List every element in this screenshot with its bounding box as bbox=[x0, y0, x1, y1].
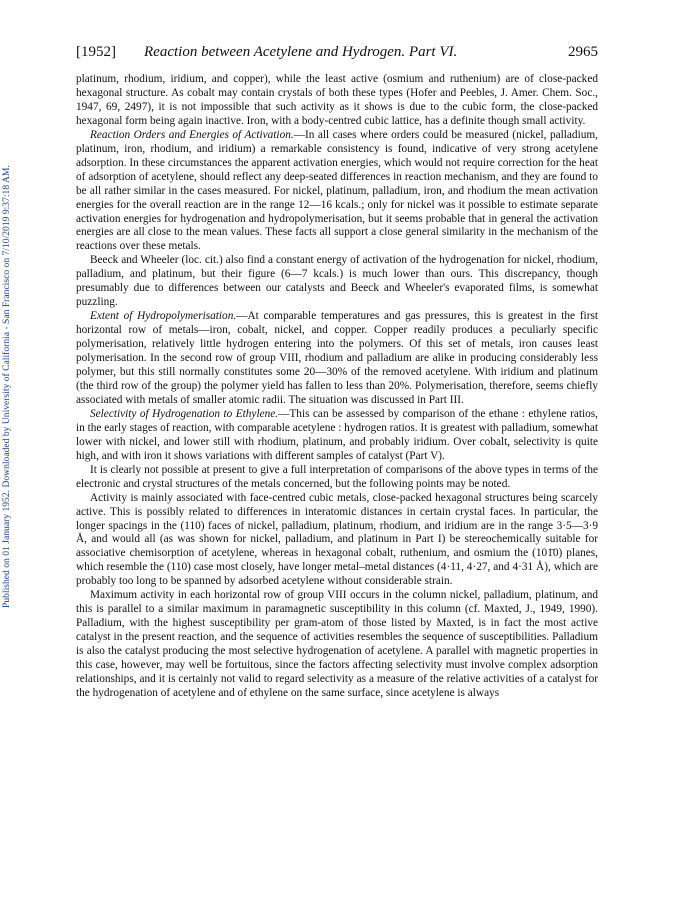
header-year: [1952] bbox=[76, 44, 116, 60]
paragraph-4-text: —At comparable temperatures and gas pressures, this is greatest in the first horizontal row of metals—iron, cobalt, nickel, and copper. Copper readily produces a peculiarly specific polymerisation, relatively little hydrogen entering into the polymers. Of this set of metals, iron causes least polymerisation. In the second row of group VIII, rhodium and palladium are alike in producing considerably less polymer, but this still normally constitutes some 20—30% of the removed acetylene. With iridium and platinum (the third row of the group) the polymer yield has fallen to less than 20%. Polymerisation, therefore, seems chiefly associated with metals of smaller atomic radii. The situation was discussed in Part III. bbox=[76, 310, 598, 406]
download-watermark bbox=[1, 88, 15, 608]
paragraph-5-text: —This can be assessed by comparison of the ethane : ethylene ratios, in the early stages of reaction, with comparable acetylene : hydrogen ratios. It is greatest with palladium, somewhat lower with nickel, and lower still with rhodium, platinum, and probably iridium. Over cobalt, selectivity is quite high, and with iron it shows variations with different samples of catalyst (Part V). bbox=[76, 407, 598, 462]
header-title: Reaction between Acetylene and Hydrogen. Part VI. bbox=[144, 44, 458, 60]
download-watermark-text: Published on 01 January 1952. Downloaded by University of California - San Francisco on 7/10/2019 9:37:18 AM. bbox=[1, 165, 12, 608]
paragraph-5 bbox=[76, 408, 598, 464]
running-header bbox=[76, 44, 598, 64]
paragraph-3: Beeck and Wheeler (loc. cit.) also find a constant energy of activation of the hydrogenation for nickel, rhodium, palladium, and platinum, but their figure (6—7 kcals.) is much lower than ours. This discrepancy, though presumably due to differences between our catalysts and Beeck and Wheeler's evaporated films, is somewhat puzzling. bbox=[76, 254, 598, 309]
paragraph-6: It is clearly not possible at present to give a full interpretation of comparisons of the above types in terms of the electronic and crystal structures of the metals concerned, but the following points may be noted. bbox=[76, 463, 598, 490]
section-heading-reaction-orders: Reaction Orders and Energies of Activation. bbox=[90, 128, 294, 141]
paragraph-8: Maximum activity in each horizontal row of group VIII occurs in the column nickel, palladium, platinum, and this is parallel to a similar maximum in paramagnetic susceptibility in this column (cf. Maxted, J., 1949, 1990). Palladium, with the highest susceptibility per gram-atom of those listed by Maxted, is in fact the most active catalyst in the present reaction, and the sequence of activities resembles the sequence of susceptibilities. Palladium is also the catalyst producing the most selective hydrogenation of acetylene. A parallel with magnetic properties in this case, however, may well be fortuitous, since the factors affecting selectivity must involve complex adsorption relationships, and it is certainly not valid to regard selectivity as a measure of the relative activities of a catalyst for the hydrogenation of acetylene and of ethylene on the same surface, since acetylene is always bbox=[76, 589, 598, 699]
section-heading-hydropolymerisation: Extent of Hydropolymerisation. bbox=[90, 310, 237, 323]
body-text bbox=[76, 73, 598, 701]
paragraph-2 bbox=[76, 129, 598, 255]
paragraph-1: platinum, rhodium, iridium, and copper), while the least active (osmium and ruthenium) are of close-packed hexagonal structure. As cobalt may contain crystals of both these types (Hofer and Peebles, J. Amer. Chem. Soc., 1947, 69, 2497), it is not impossible that such activity as it shows is due to the cubic form, the close-packed hexagonal form being again inactive. Iron, with a body-centred cubic lattice, has a definite though small activity. bbox=[76, 73, 598, 127]
paragraph-4 bbox=[76, 310, 598, 408]
page-number: 2965 bbox=[568, 44, 598, 60]
paragraph-7: Activity is mainly associated with face-centred cubic metals, close-packed hexagonal structures being scarcely active. This is possibly related to differences in interatomic distances in certain crystal faces. In particular, the longer spacings in the (110) faces of nickel, palladium, platinum, rhodium, and iridium are in the range 3·5—3·9 Å, and would all (as was shown for nickel, palladium, and platinum in Part I) be stereochemically suitable for associative chemisorption of acetylene, whereas in hexagonal cobalt, ruthenium, and osmium the (101̄0) planes, which resemble the (110) case most closely, have longer metal–metal distances (4·11, 4·27, and 4·31 Å), which are probably too long to be spanned by adsorbed acetylene without considerable strain. bbox=[76, 491, 598, 588]
section-heading-selectivity: Selectivity of Hydrogenation to Ethylene. bbox=[90, 407, 279, 420]
paragraph-2-text: —In all cases where orders could be measured (nickel, palladium, platinum, iron, rhodium, and iridium) a remarkable consistency is found, indicative of very strong acetylene adsorption. In these circumstances the apparent activation energies, which would not require correction for the heat of adsorption of acetylene, should reflect any deep-seated differences in reaction mechanism, and they are found to be all rather similar in the cases measured. For nickel, platinum, palladium, iron, and rhodium the mean activation energies for the overall reaction are in the range 12—16 kcals.; only for nickel was it possible to estimate separate activation energies for hydrogenation and hydropolymerisation, but it seems probable that in general the activation energies are all close to the mean values. These facts all support a close general similarity in the mechanism of the reactions over these metals. bbox=[76, 128, 598, 253]
